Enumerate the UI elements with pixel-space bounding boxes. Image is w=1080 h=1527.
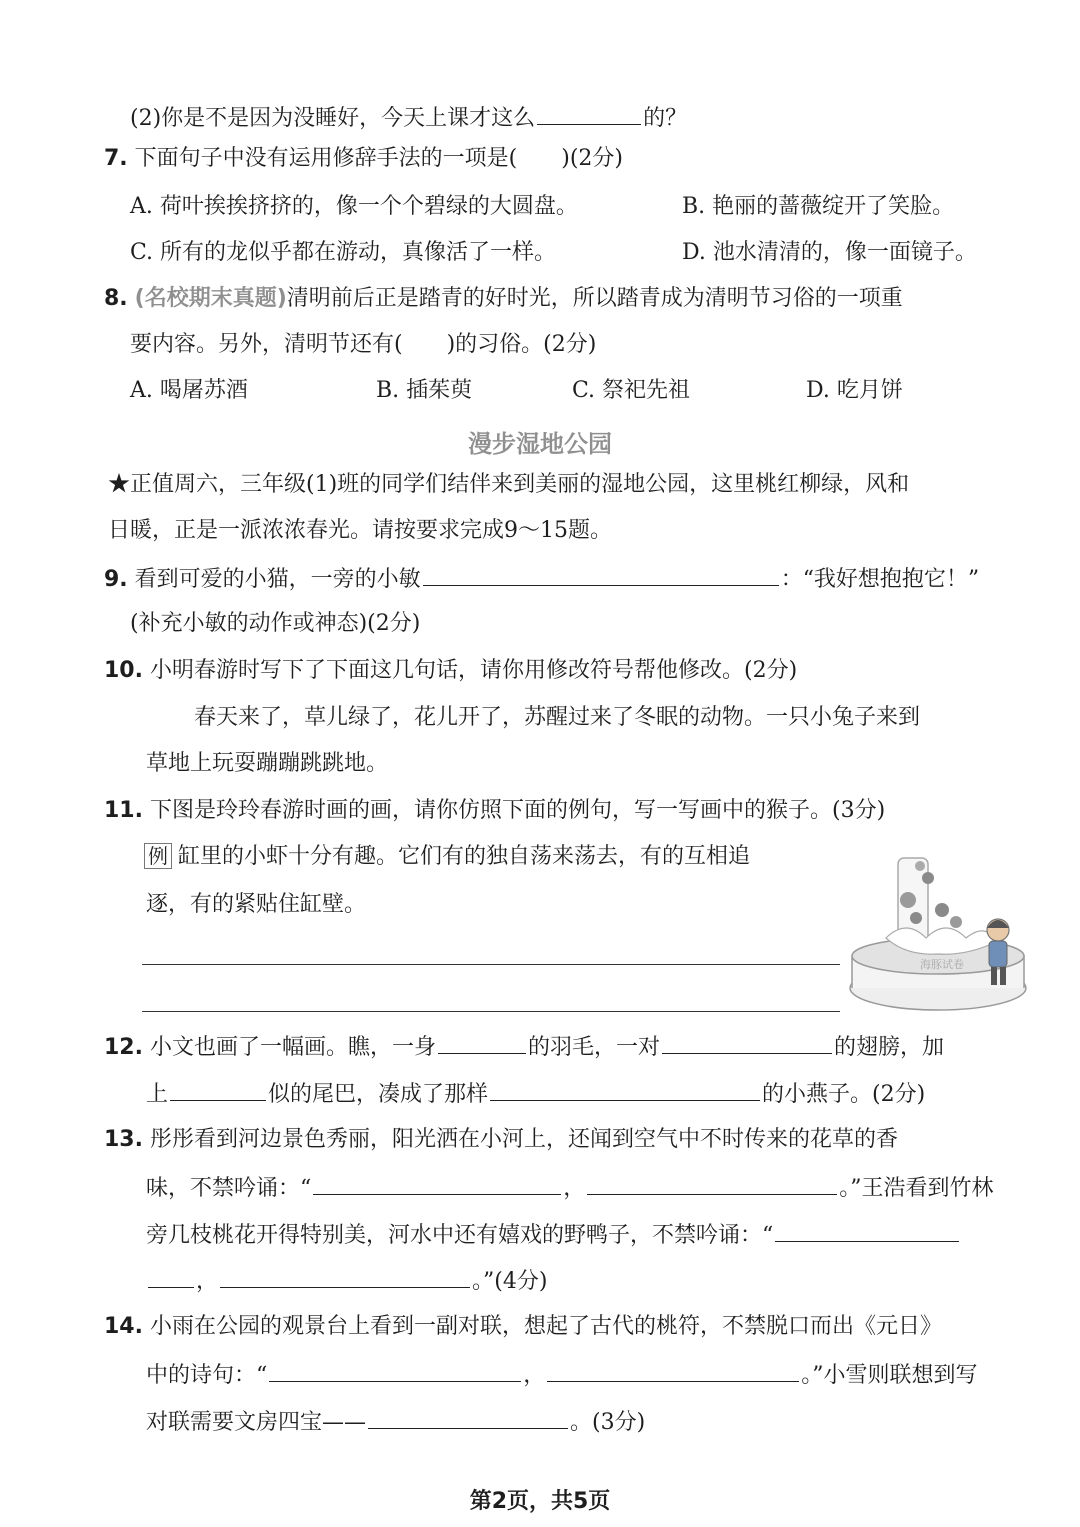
- q10-text: 小明春游时写下了下面这几句话，请你用修改符号帮他修改。(2分): [149, 658, 798, 683]
- q6-2-blank[interactable]: [537, 102, 641, 125]
- q11-example-line1: [144, 842, 750, 872]
- q8-text-1: 清明前后正是踏青的好时光，所以踏青成为清明节习俗的一项重: [286, 286, 903, 311]
- q12-text-2b: 似的尾巴，凑成了那样: [268, 1082, 489, 1107]
- q13-text-1: 彤彤看到河边景色秀丽，阳光洒在小河上，还闻到空气中不时传来的花草的香: [149, 1127, 898, 1152]
- q11-example-line2: 逐，有的紧贴住缸壁。: [146, 892, 367, 917]
- q13-text-2c: 。”王浩看到竹林: [839, 1176, 994, 1201]
- q13-text-3a: 旁几枝桃花开得特别美，河水中还有嬉戏的野鸭子，不禁吟诵：“: [146, 1223, 774, 1248]
- q10-passage-line2[interactable]: 草地上玩耍蹦蹦跳跳地。: [146, 751, 389, 776]
- q12-blank-1[interactable]: [438, 1031, 526, 1054]
- q14-text-2a: 中的诗句：“: [146, 1363, 268, 1388]
- q12-text-2c: 的小燕子。(2分): [762, 1082, 926, 1107]
- q12-text-2a: 上: [146, 1082, 169, 1107]
- fountain-monkey-illustration: [846, 838, 1036, 1018]
- q11-text: 下图是玲玲春游时画的画，请你仿照下面的例句，写一写画中的猴子。(3分): [149, 798, 886, 823]
- q10-passage-line1[interactable]: 春天来了，草儿绿了，花儿开了，苏醒过来了冬眠的动物。一只小兔子来到: [194, 705, 921, 730]
- q7-number: 7.: [104, 146, 128, 171]
- q9-blank[interactable]: [423, 563, 779, 586]
- q11-number: 11.: [104, 798, 143, 823]
- q14-text-2b: ，: [523, 1363, 546, 1388]
- q13-blank-4[interactable]: [220, 1265, 470, 1288]
- example-label: 例: [144, 843, 172, 869]
- q13-line1: [104, 1125, 898, 1155]
- q9-quote: ：“我好想抱抱它！”: [780, 567, 980, 592]
- q7-option-b[interactable]: B. 艳丽的蔷薇绽开了笑脸。: [682, 194, 955, 219]
- section-title: 漫步湿地公园: [468, 430, 612, 458]
- q8-stem-line1: [104, 284, 903, 314]
- q8-number: 8.: [104, 286, 128, 311]
- q13-blank-2[interactable]: [587, 1172, 837, 1195]
- q13-text-2a: 味，不禁吟诵：“: [146, 1176, 312, 1201]
- q9-text: 看到可爱的小猫，一旁的小敏: [134, 567, 421, 592]
- q14-blank-1[interactable]: [269, 1359, 521, 1382]
- q14-blank-3[interactable]: [368, 1406, 568, 1429]
- q12-blank-2[interactable]: [662, 1031, 832, 1054]
- watermark-text: 海豚试卷: [920, 958, 964, 971]
- q14-line2: [146, 1359, 978, 1391]
- q13-blank-3a[interactable]: [775, 1219, 959, 1242]
- q12-text-1b: 的羽毛，一对: [528, 1035, 661, 1060]
- q14-line1: [104, 1312, 942, 1342]
- q10-stem: [104, 656, 797, 686]
- q14-number: 14.: [104, 1314, 143, 1339]
- q9-line2: (补充小敏的动作或神态)(2分): [130, 611, 421, 636]
- q11-answer-line-2[interactable]: [142, 1011, 840, 1012]
- q7-text: 下面句子中没有运用修辞手法的一项是( )(2分): [134, 146, 624, 171]
- section-intro-line1: ★正值周六，三年级(1)班的同学们结伴来到美丽的湿地公园，这里桃红柳绿，风和: [108, 472, 910, 497]
- q13-number: 13.: [104, 1127, 143, 1152]
- q14-text-1: 小雨在公园的观景台上看到一副对联，想起了古代的桃符，不禁脱口而出《元日》: [149, 1314, 942, 1339]
- q13-text-2b: ，: [563, 1176, 586, 1201]
- q8-source-tag: (名校期末真题): [134, 286, 287, 311]
- q12-line1: [104, 1031, 944, 1063]
- q11-stem: [104, 796, 885, 826]
- q13-blank-3b[interactable]: [148, 1265, 194, 1288]
- q6-2-tail: 的？: [643, 106, 688, 131]
- q6-2-line: [130, 102, 687, 134]
- q7-stem: [104, 144, 623, 174]
- q12-text-1c: 的翅膀，加: [834, 1035, 945, 1060]
- q14-line3: [146, 1406, 645, 1438]
- q8-option-b[interactable]: B. 插茱萸: [376, 378, 473, 403]
- page-number-footer: 第2页，共5页: [469, 1489, 611, 1514]
- q9-number: 9.: [104, 567, 128, 592]
- q13-line2: [146, 1172, 994, 1204]
- q6-2-text: (2)你是不是因为没睡好，今天上课才这么: [130, 106, 536, 131]
- q13-text-4b: 。”(4分): [472, 1269, 548, 1294]
- q7-option-c[interactable]: C. 所有的龙似乎都在游动，真像活了一样。: [130, 240, 557, 265]
- q7-option-a[interactable]: A. 荷叶挨挨挤挤的，像一个个碧绿的大圆盘。: [130, 194, 578, 219]
- q8-option-c[interactable]: C. 祭祀先祖: [572, 378, 691, 403]
- q12-line2: [146, 1078, 925, 1110]
- q11-answer-line-1[interactable]: [142, 964, 840, 965]
- q11-example-text-1: 缸里的小虾十分有趣。它们有的独自荡来荡去，有的互相追: [178, 844, 751, 869]
- q12-text-1a: 小文也画了一幅画。瞧，一身: [149, 1035, 436, 1060]
- q13-line3: [146, 1219, 961, 1251]
- q13-blank-1[interactable]: [313, 1172, 561, 1195]
- q14-text-3a: 对联需要文房四宝——: [146, 1410, 367, 1435]
- q12-number: 12.: [104, 1035, 143, 1060]
- q8-option-d[interactable]: D. 吃月饼: [806, 378, 903, 403]
- q12-blank-3[interactable]: [170, 1078, 266, 1101]
- q8-stem-line2: 要内容。另外，清明节还有( )的习俗。(2分): [130, 332, 597, 357]
- q9-line1: [104, 563, 979, 595]
- q7-option-d[interactable]: D. 池水清清的，像一面镜子。: [682, 240, 977, 265]
- q12-blank-4[interactable]: [490, 1078, 760, 1101]
- q10-number: 10.: [104, 658, 143, 683]
- q14-blank-2[interactable]: [547, 1359, 799, 1382]
- q13-text-4a: ，: [196, 1269, 219, 1294]
- q14-text-2c: 。”小雪则联想到写: [801, 1363, 978, 1388]
- section-intro-line2: 日暖，正是一派浓浓春光。请按要求完成9～15题。: [108, 518, 612, 543]
- q8-option-a[interactable]: A. 喝屠苏酒: [130, 378, 248, 403]
- q14-text-3b: 。(3分): [570, 1410, 646, 1435]
- q13-line4: [146, 1265, 547, 1297]
